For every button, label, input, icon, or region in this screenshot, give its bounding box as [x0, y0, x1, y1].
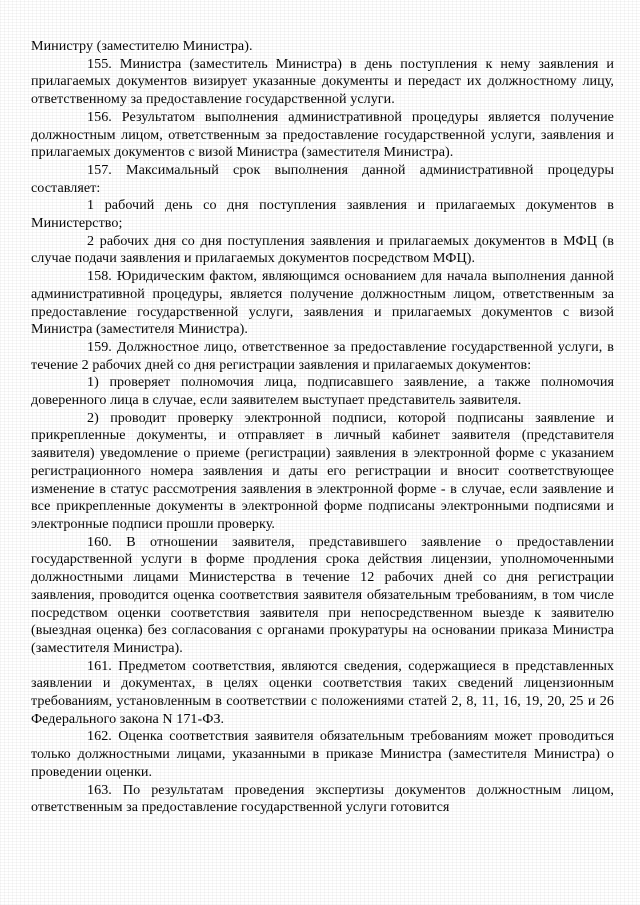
paragraph-continuation: Министру (заместителю Министра).: [31, 38, 253, 54]
paragraph-158: 158. Юридическим фактом, являющимся основанием для начала выполнения данной административной процедуры, является получение должностным лицом, ответственным за предоставление государственной услуги, заявления и прилагаемых документов с визой Министра (заместителя Министра).: [31, 268, 614, 338]
paragraph-157: 157. Максимальный срок выполнения данной административной процедуры составляет:: [31, 161, 614, 196]
paragraph-160: 160. В отношении заявителя, представившего заявление о предоставлении государственной услуги в форме продления срока действия лицензии, уполномоченными должностными лицами Министерства в течение 12 рабочих дней со дня регистрации заявления, проводится оценка соответствия заявителя обязательным требованиям, в том числе посредством оценки соответствия заявителя при непосредственном выезде к заявителю (выездная оценка) без согласования с органами прокуратуры на основании приказа Министра (заместителя Министра).: [31, 533, 614, 656]
paragraph-157-item-2: 2 рабочих дня со дня поступления заявления и прилагаемых документов в МФЦ (в случае подачи заявления и прилагаемых документов посредством МФЦ).: [31, 232, 614, 267]
paragraph-159-item-2: 2) проводит проверку электронной подписи, которой подписаны заявление и прикрепленные документы, и отправляет в личный кабинет заявителя (представителя заявителя) уведомление о приеме (регистрации) заявления в электронной форме с указанием регистрационного номера заявления и даты его регистрации и вносит соответствующее изменение в статус рассмотрения заявления в электронной форме - в случае, если заявление и все прикрепленные документы в электронной форме подписаны электронными подписями и электронные подписи прошли проверку.: [31, 409, 614, 532]
paragraph-155: 155. Министра (заместитель Министра) в день поступления к нему заявления и прилагаемых документов визирует указанные документы и передаст их должностному лицу, ответственному за предоставление государственной услуги.: [31, 55, 614, 108]
paragraph-157-item-1: 1 рабочий день со дня поступления заявления и прилагаемых документов в Министерство;: [31, 197, 614, 232]
document-body: [31, 38, 614, 817]
paragraph-161: 161. Предметом соответствия, являются сведения, содержащиеся в представленных заявлении и документах, в целях оценки соответствия таких сведений лицензионным требованиям, установленным в соответствии с положениями статей 2, 8, 11, 16, 19, 20, 25 и 26 Федерального закона N 171-ФЗ.: [31, 657, 614, 727]
paragraph-159-item-1: 1) проверяет полномочия лица, подписавшего заявление, а также полномочия доверенного лица в случае, если заявителем выступает представитель заявителя.: [31, 374, 614, 409]
paragraph-159: 159. Должностное лицо, ответственное за предоставление государственной услуги, в течение 2 рабочих дней со дня регистрации заявления и прилагаемых документов:: [31, 338, 614, 373]
paragraph-163: 163. По результатам проведения экспертизы документов должностным лицом, ответственным за предоставление государственной услуги готовится: [31, 781, 614, 816]
paragraph-156: 156. Результатом выполнения административной процедуры является получение должностным лицом, ответственным за предоставление государственной услуги, заявления и прилагаемых документов с визой Министра (заместителя Министра).: [31, 108, 614, 161]
paragraph-162: 162. Оценка соответствия заявителя обязательным требованиям может проводиться только должностными лицами, указанными в приказе Министра (заместителя Министра) о проведении оценки.: [31, 728, 614, 780]
